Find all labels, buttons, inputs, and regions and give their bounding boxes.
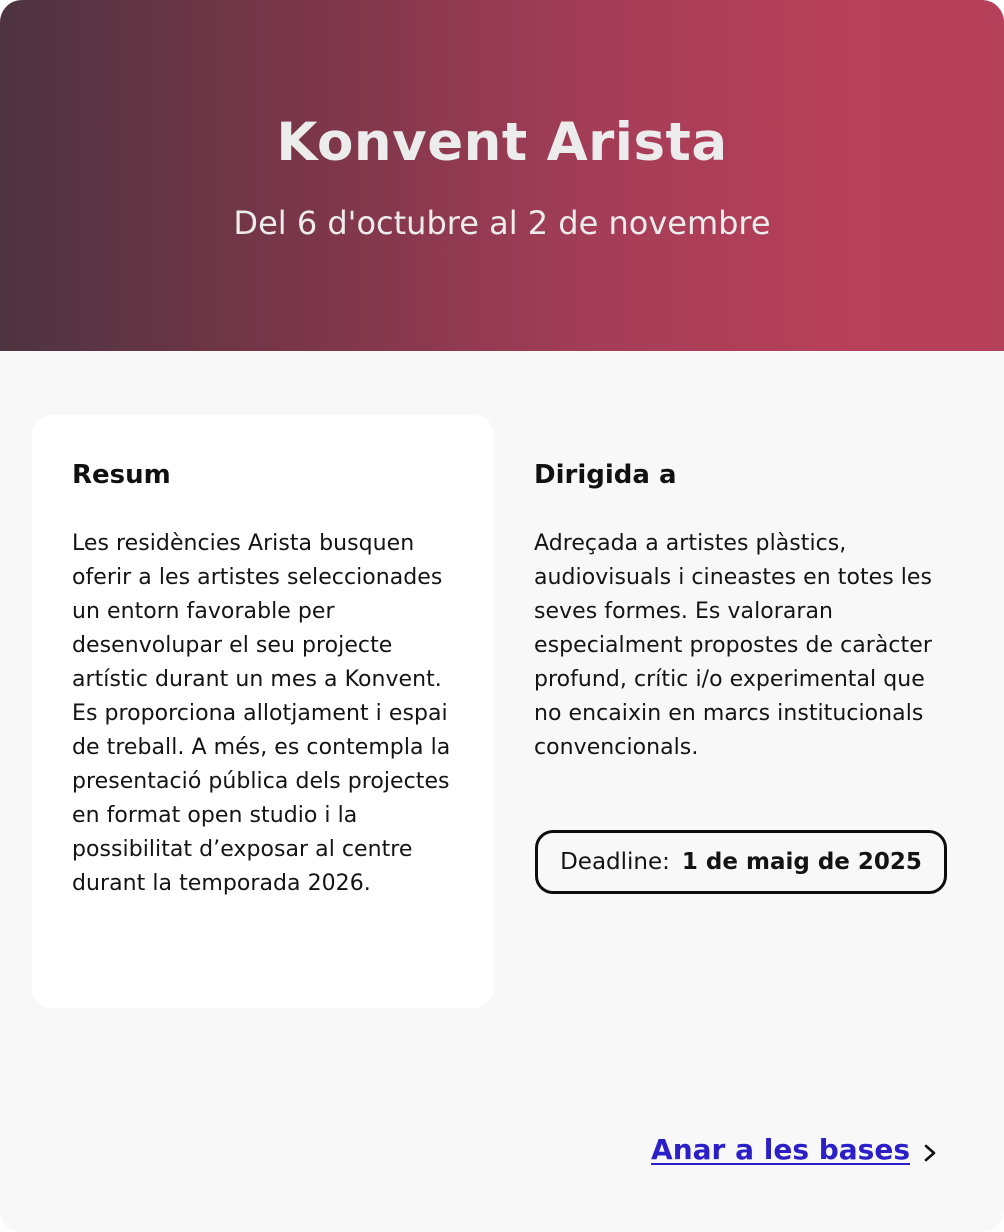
target-text: Adreçada a artistes plàstics, audiovisuals i cineastes en totes les seves formes. Es valoraran especialment propostes de caràcter profund, crític i/o experimental que no encaixin en marcs institucionals convencionals. bbox=[534, 531, 933, 760]
deadline-date: 1 de maig de 2025 bbox=[681, 849, 922, 875]
go-to-bases-link[interactable] bbox=[651, 1130, 938, 1170]
page-title: Konvent Arista bbox=[276, 112, 728, 173]
target-heading: Dirigida a bbox=[534, 460, 677, 490]
date-range: Del 6 d'octubre al 2 de novembre bbox=[233, 204, 771, 242]
deadline-label: Deadline: bbox=[560, 849, 670, 875]
deadline-badge bbox=[535, 830, 947, 894]
go-to-bases-label[interactable]: Anar a les bases bbox=[651, 1133, 910, 1166]
summary-heading: Resum bbox=[72, 460, 171, 490]
hero-banner bbox=[0, 0, 1004, 351]
chevron-right-icon[interactable] bbox=[922, 1142, 938, 1164]
summary-text: Les residències Arista busquen oferir a les artistes seleccionades un entorn favorable per desenvolupar el seu projecte artístic durant un mes a Konvent. Es proporciona allotjament i espai de treball. A més, es contempla la presentació pública dels projectes en format open studio i la possibilitat d’exposar al centre durant la temporada 2026. bbox=[72, 531, 451, 896]
